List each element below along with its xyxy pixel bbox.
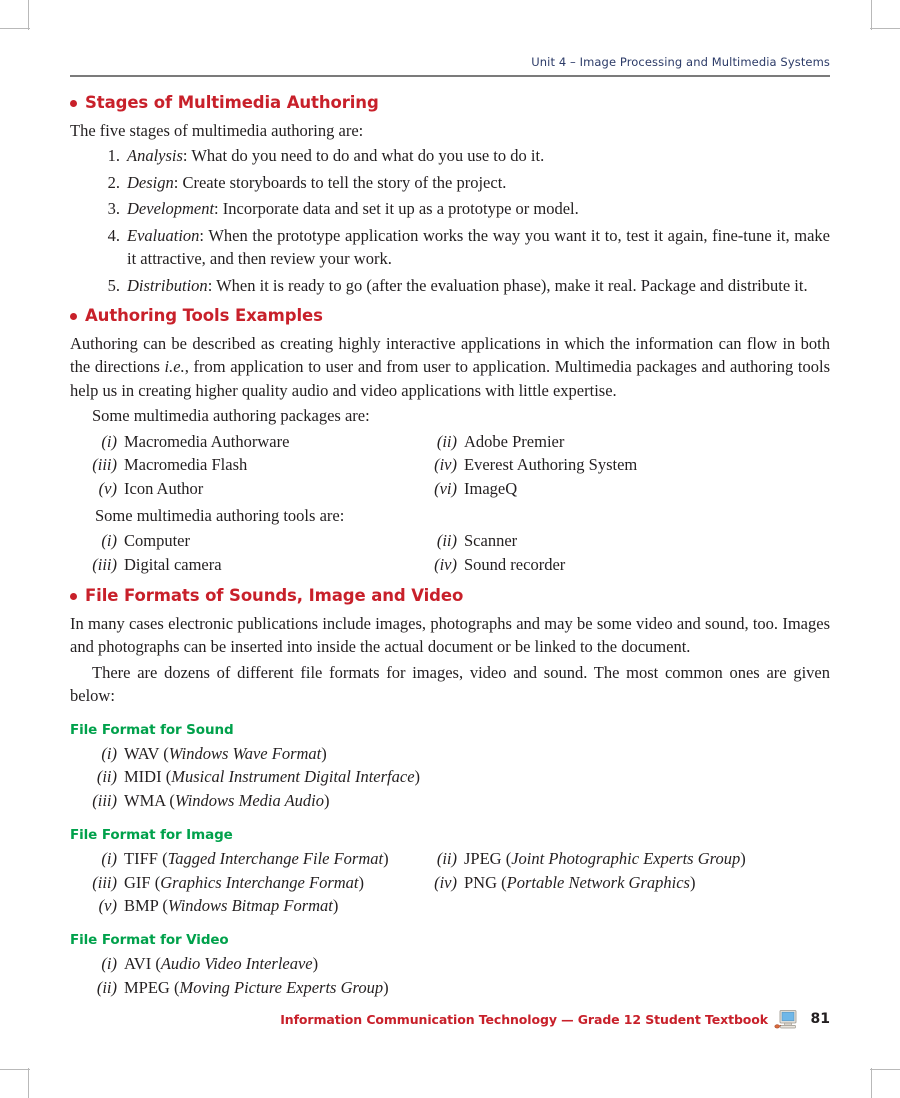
roman-numeral: (ii): [436, 531, 457, 551]
list-row: [70, 976, 830, 1000]
crop-mark-bottom-left-horizontal: [0, 1069, 30, 1070]
list-item-text: Scanner: [464, 531, 518, 551]
roman-numeral: (iii): [92, 791, 117, 810]
authoring-tools-list: [70, 529, 830, 577]
running-head: Unit 4 – Image Processing and Multimedia Systems: [531, 55, 830, 69]
list-item-text: Macromedia Authorware: [124, 431, 290, 451]
list-item-number: 2.: [107, 172, 120, 192]
list-item-text: PNG (Portable Network Graphics): [464, 872, 696, 892]
format-abbr: PNG: [464, 872, 498, 892]
list-row: [70, 871, 830, 895]
section-heading-authoring-tools-label: Authoring Tools Examples: [85, 305, 323, 325]
list-item-term: Analysis: [127, 146, 183, 166]
list-item-text: Digital camera: [124, 555, 222, 575]
roman-numeral: (ii): [96, 767, 117, 787]
format-abbr: GIF: [124, 872, 151, 892]
packages-lead: Some multimedia authoring packages are:: [92, 406, 370, 426]
crop-mark-top-left-vertical: [28, 0, 29, 30]
list-row: [70, 765, 830, 789]
list-row: [70, 894, 830, 918]
page-number: 81: [810, 1011, 830, 1027]
list-item: [420, 871, 830, 895]
format-expansion: Moving Picture Experts Group: [179, 977, 384, 997]
roman-numeral: (ii): [436, 431, 457, 451]
section-heading-stages: [70, 93, 830, 112]
format-abbr: MIDI: [124, 767, 162, 787]
list-item-term: Development: [127, 199, 215, 219]
roman-numeral: (v): [98, 896, 117, 916]
list-item: [70, 274, 830, 297]
list-item-text: AVI (Audio Video Interleave): [124, 954, 319, 973]
roman-numeral: (iii): [92, 555, 117, 575]
list-item: [70, 765, 420, 789]
bullet-icon: [70, 100, 77, 107]
list-item: [70, 871, 420, 895]
list-item-number: 5.: [107, 275, 120, 295]
list-item: [70, 894, 420, 918]
list-item-number: 3.: [107, 199, 120, 219]
list-row: [70, 477, 830, 501]
list-item: [70, 742, 327, 766]
subheading-file-format-video: File Format for Video: [70, 932, 229, 948]
list-item-text: TIFF (Tagged Interchange File Format): [124, 848, 389, 868]
sound-format-list: [70, 742, 830, 813]
list-row: [70, 430, 830, 454]
list-item-text: : Incorporate data and set it up as a prototype or model.: [214, 199, 579, 219]
list-item-text: GIF (Graphics Interchange Format): [124, 872, 364, 892]
list-item-number: 4.: [107, 225, 120, 245]
roman-numeral: (i): [101, 954, 117, 973]
roman-numeral: (ii): [96, 977, 117, 997]
header-rule: [70, 75, 830, 77]
stages-list: [70, 144, 830, 297]
list-item: [70, 197, 830, 220]
crop-mark-top-right-vertical: [871, 0, 872, 30]
subheading-file-format-image: File Format for Image: [70, 826, 233, 843]
list-row: [70, 847, 830, 871]
stages-intro: The five stages of multimedia authoring are:: [70, 121, 364, 140]
list-row: [70, 742, 830, 766]
video-format-list: [70, 952, 830, 1000]
crop-mark-bottom-left-vertical: [28, 1068, 29, 1098]
list-item-text: MPEG (Moving Picture Experts Group): [124, 977, 389, 997]
roman-numeral: (iii): [92, 455, 117, 475]
file-formats-paragraph-2: There are dozens of different file formats for images, video and sound. The most common ones are given below:: [70, 662, 830, 706]
page-footer: [70, 1008, 830, 1030]
bullet-icon: [70, 313, 77, 320]
format-abbr: JPEG: [464, 848, 502, 868]
list-item-text: Icon Author: [124, 479, 204, 499]
list-item: [70, 430, 420, 454]
list-item-text: Sound recorder: [464, 555, 566, 575]
format-expansion: Portable Network Graphics: [506, 872, 690, 892]
tools-lead: Some multimedia authoring tools are:: [95, 505, 345, 525]
format-abbr: TIFF: [124, 848, 158, 868]
list-item-text: Computer: [124, 531, 190, 551]
crop-mark-bottom-right-horizontal: [870, 1069, 900, 1070]
list-item: [420, 553, 830, 577]
roman-numeral: (i): [101, 531, 117, 551]
list-row: [70, 529, 830, 553]
list-item-text: : When it is ready to go (after the evaluation phase), make it real. Package and distribute it.: [207, 275, 808, 295]
list-item-text: WMA (Windows Media Audio): [124, 791, 330, 810]
section-heading-file-formats: [70, 586, 830, 605]
list-item: [70, 224, 830, 271]
list-item: [420, 430, 830, 454]
crop-mark-bottom-right-vertical: [871, 1068, 872, 1098]
list-item: [70, 553, 420, 577]
list-item-text: : Create storyboards to tell the story of the project.: [173, 172, 507, 192]
image-format-list: [70, 847, 830, 918]
list-row: [70, 952, 830, 976]
crop-mark-top-right-horizontal: [870, 28, 900, 29]
list-item-number: 1.: [107, 146, 120, 166]
list-item-text: : When the prototype application works the way you want it to, test it again, fine-tune it, make it attractive, and then review your work.: [127, 225, 830, 269]
roman-numeral: (i): [101, 431, 117, 451]
authoring-paragraph-part2: , from application to user and from user to application. Multimedia packages and authoring tools help us in creating higher quality audio and video applications with little expertise.: [70, 357, 830, 400]
list-item-text: JPEG (Joint Photographic Experts Group): [464, 848, 746, 868]
file-formats-paragraph-1: In many cases electronic publications include images, photographs and may be some video and sound, too. Images and photographs can be inserted into inside the actual document or be linked to the document.: [70, 613, 830, 657]
roman-numeral: (i): [101, 848, 117, 868]
list-item-text: WAV (Windows Wave Format): [124, 743, 327, 763]
roman-numeral: (i): [101, 743, 117, 763]
section-heading-authoring-tools: [70, 306, 830, 325]
roman-numeral: (iii): [92, 872, 117, 892]
list-item: [70, 453, 420, 477]
list-item: [420, 529, 830, 553]
list-item: [70, 952, 318, 976]
list-item: [70, 789, 330, 813]
format-expansion: Audio Video Interleave: [160, 954, 313, 973]
list-item-term: Design: [127, 172, 174, 192]
format-expansion: Windows Wave Format: [168, 743, 322, 763]
list-item: [70, 144, 830, 167]
roman-numeral: (vi): [434, 479, 457, 499]
list-item: [70, 171, 830, 194]
format-expansion: Joint Photographic Experts Group: [511, 848, 741, 868]
list-item-term: Evaluation: [127, 225, 200, 245]
roman-numeral: (ii): [436, 848, 457, 868]
roman-numeral: (v): [98, 479, 117, 499]
section-heading-file-formats-label: File Formats of Sounds, Image and Video: [85, 585, 464, 605]
list-row: [70, 453, 830, 477]
authoring-packages-list: [70, 430, 830, 501]
list-row: [70, 553, 830, 577]
roman-numeral: (iv): [434, 872, 457, 892]
roman-numeral: (iv): [434, 455, 457, 475]
page-content: [70, 84, 830, 1001]
subheading-file-format-sound: File Format for Sound: [70, 721, 234, 738]
list-row: [70, 789, 830, 813]
list-item-text: : What do you need to do and what do you use to do it.: [182, 146, 545, 166]
list-item-text: MIDI (Musical Instrument Digital Interface): [124, 767, 421, 787]
format-expansion: Windows Media Audio: [174, 791, 324, 810]
authoring-paragraph-part1: Authoring can be described as creating highly interactive applications in which the information can flow in both the directions: [70, 333, 830, 377]
roman-numeral: (iv): [434, 555, 457, 575]
list-item-text: Adobe Premier: [464, 431, 565, 451]
authoring-paragraph: [70, 332, 830, 402]
list-item-term: Distribution: [127, 275, 208, 295]
computer-icon: [774, 1009, 800, 1031]
format-expansion: Graphics Interchange Format: [160, 872, 359, 892]
list-item: [70, 847, 420, 871]
format-abbr: AVI: [124, 954, 152, 973]
list-item-text: Macromedia Flash: [124, 455, 248, 475]
list-item-text: Everest Authoring System: [464, 455, 638, 475]
list-item: [70, 976, 389, 1000]
format-expansion: Musical Instrument Digital Interface: [171, 767, 415, 787]
format-abbr: BMP: [124, 896, 159, 916]
authoring-paragraph-italic: i.e.: [164, 357, 185, 377]
list-item: [420, 847, 830, 871]
list-item: [70, 477, 420, 501]
format-abbr: WAV: [124, 743, 160, 763]
footer-title: Information Communication Technology — Grade 12 Student Textbook: [280, 1011, 768, 1027]
bullet-icon: [70, 593, 77, 600]
list-item-text: BMP (Windows Bitmap Format): [124, 896, 339, 916]
format-expansion: Tagged Interchange File Format: [167, 848, 384, 868]
list-item: [420, 453, 830, 477]
textbook-page: [70, 0, 830, 1098]
section-heading-stages-label: Stages of Multimedia Authoring: [85, 93, 379, 112]
format-expansion: Windows Bitmap Format: [167, 896, 333, 916]
format-abbr: WMA: [124, 791, 166, 810]
list-item-text: ImageQ: [464, 479, 518, 499]
format-abbr: MPEG: [124, 977, 170, 997]
list-item: [420, 477, 830, 501]
crop-mark-top-left-horizontal: [0, 28, 30, 29]
list-item: [70, 529, 420, 553]
